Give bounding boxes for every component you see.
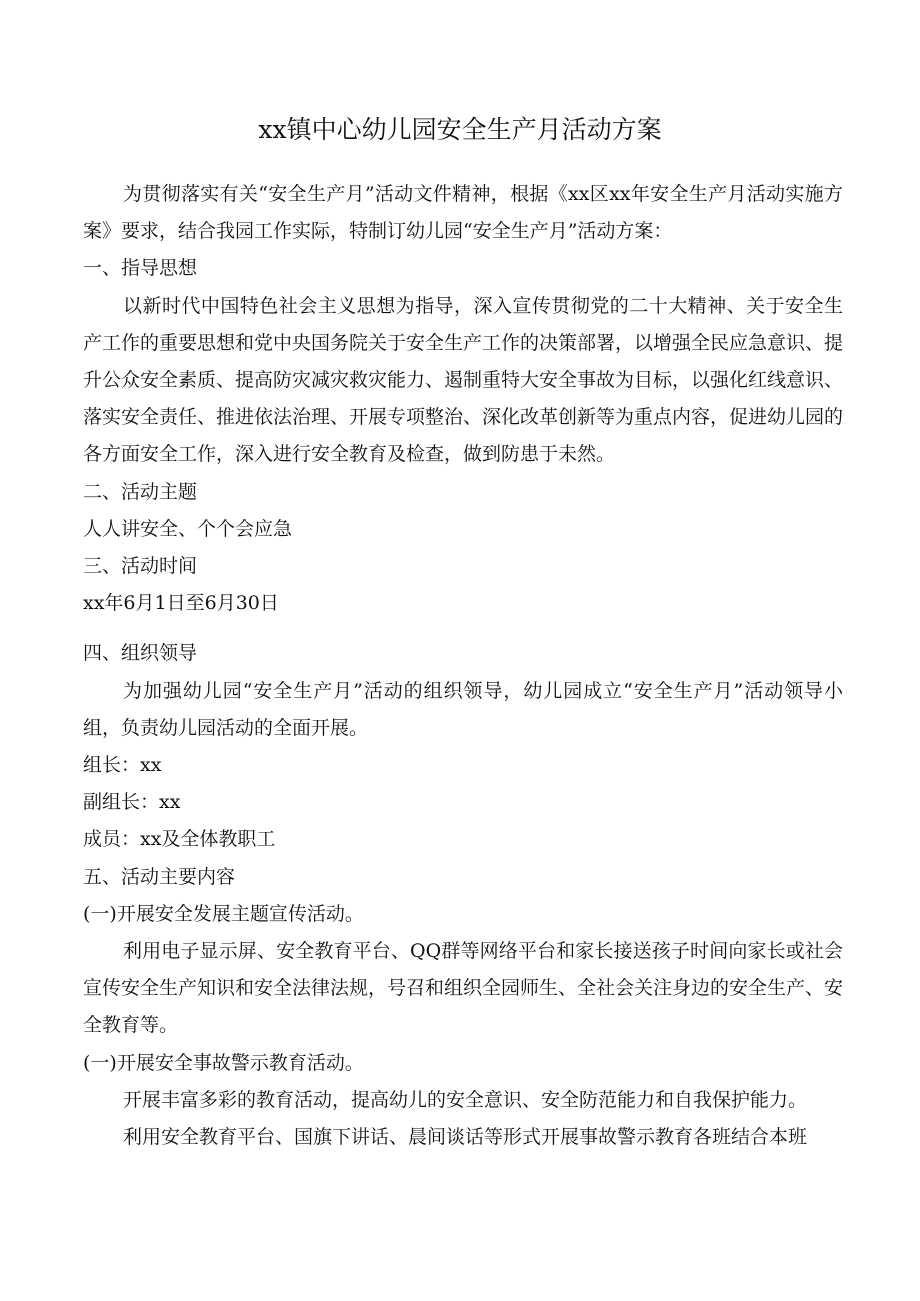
document-body	[83, 176, 843, 1156]
intro-paragraph: 为贯彻落实有关“安全生产月”活动文件精神，根据《xx区xx年安全生产月活动实施方案》要求，结合我园工作实际，特制订幼儿园“安全生产月”活动方案：	[83, 183, 843, 243]
document-title: xx镇中心幼儿园安全生产月活动方案	[258, 115, 662, 144]
subheading-publicity-activity: (一)开展安全发展主题宣传活动。	[83, 902, 364, 925]
section-heading-main-content: 五、活动主要内容	[83, 865, 236, 888]
guiding-thought-paragraph: 以新时代中国特色社会主义思想为指导，深入宣传贯彻党的二十大精神、关于安全生产工作的重要思想和党中央国务院关于安全生产工作的决策部署，以增强全民应急意识、提升公众安全素质、提高防灾减灾救灾能力、遏制重特大安全事故为目标，以强化红线意识、落实安全责任、推进依法治理、开展专项整治、深化改革创新等为重点内容，促进幼儿园的各方面安全工作，深入进行安全教育及检查，做到防患于未然。	[83, 294, 844, 466]
theme-text: 人人讲安全、个个会应急	[83, 517, 293, 540]
members-line: 成员：xx及全体教职工	[83, 828, 276, 851]
leader-line: 组长：xx	[83, 754, 162, 777]
deputy-leader-line: 副组长：xx	[83, 791, 181, 814]
section-heading-guiding-thought: 一、指导思想	[83, 257, 198, 280]
time-text: xx年6月1日至6月30日	[83, 592, 279, 615]
warning-education-paragraph-1: 开展丰富多彩的教育活动，提高幼儿的安全意识、安全防范能力和自我保护能力。	[123, 1088, 808, 1111]
warning-education-paragraph-2: 利用安全教育平台、国旗下讲话、晨间谈话等形式开展事故警示教育各班结合本班	[123, 1126, 808, 1149]
section-heading-leadership: 四、组织领导	[83, 642, 198, 665]
section-heading-theme: 二、活动主题	[83, 480, 198, 503]
subheading-warning-education: (一)开展安全事故警示教育活动。	[83, 1051, 364, 1074]
section-heading-time: 三、活动时间	[83, 555, 198, 578]
leadership-paragraph: 为加强幼儿园“安全生产月”活动的组织领导，幼儿园成立“安全生产月”活动领导小组，负责幼儿园活动的全面开展。	[83, 679, 843, 739]
publicity-activity-paragraph: 利用电子显示屏、安全教育平台、QQ群等网络平台和家长接送孩子时间向家长或社会宣传安全生产知识和安全法律法规，号召和组织全园师生、全社会关注身边的安全生产、安全教育等。	[83, 940, 844, 1037]
